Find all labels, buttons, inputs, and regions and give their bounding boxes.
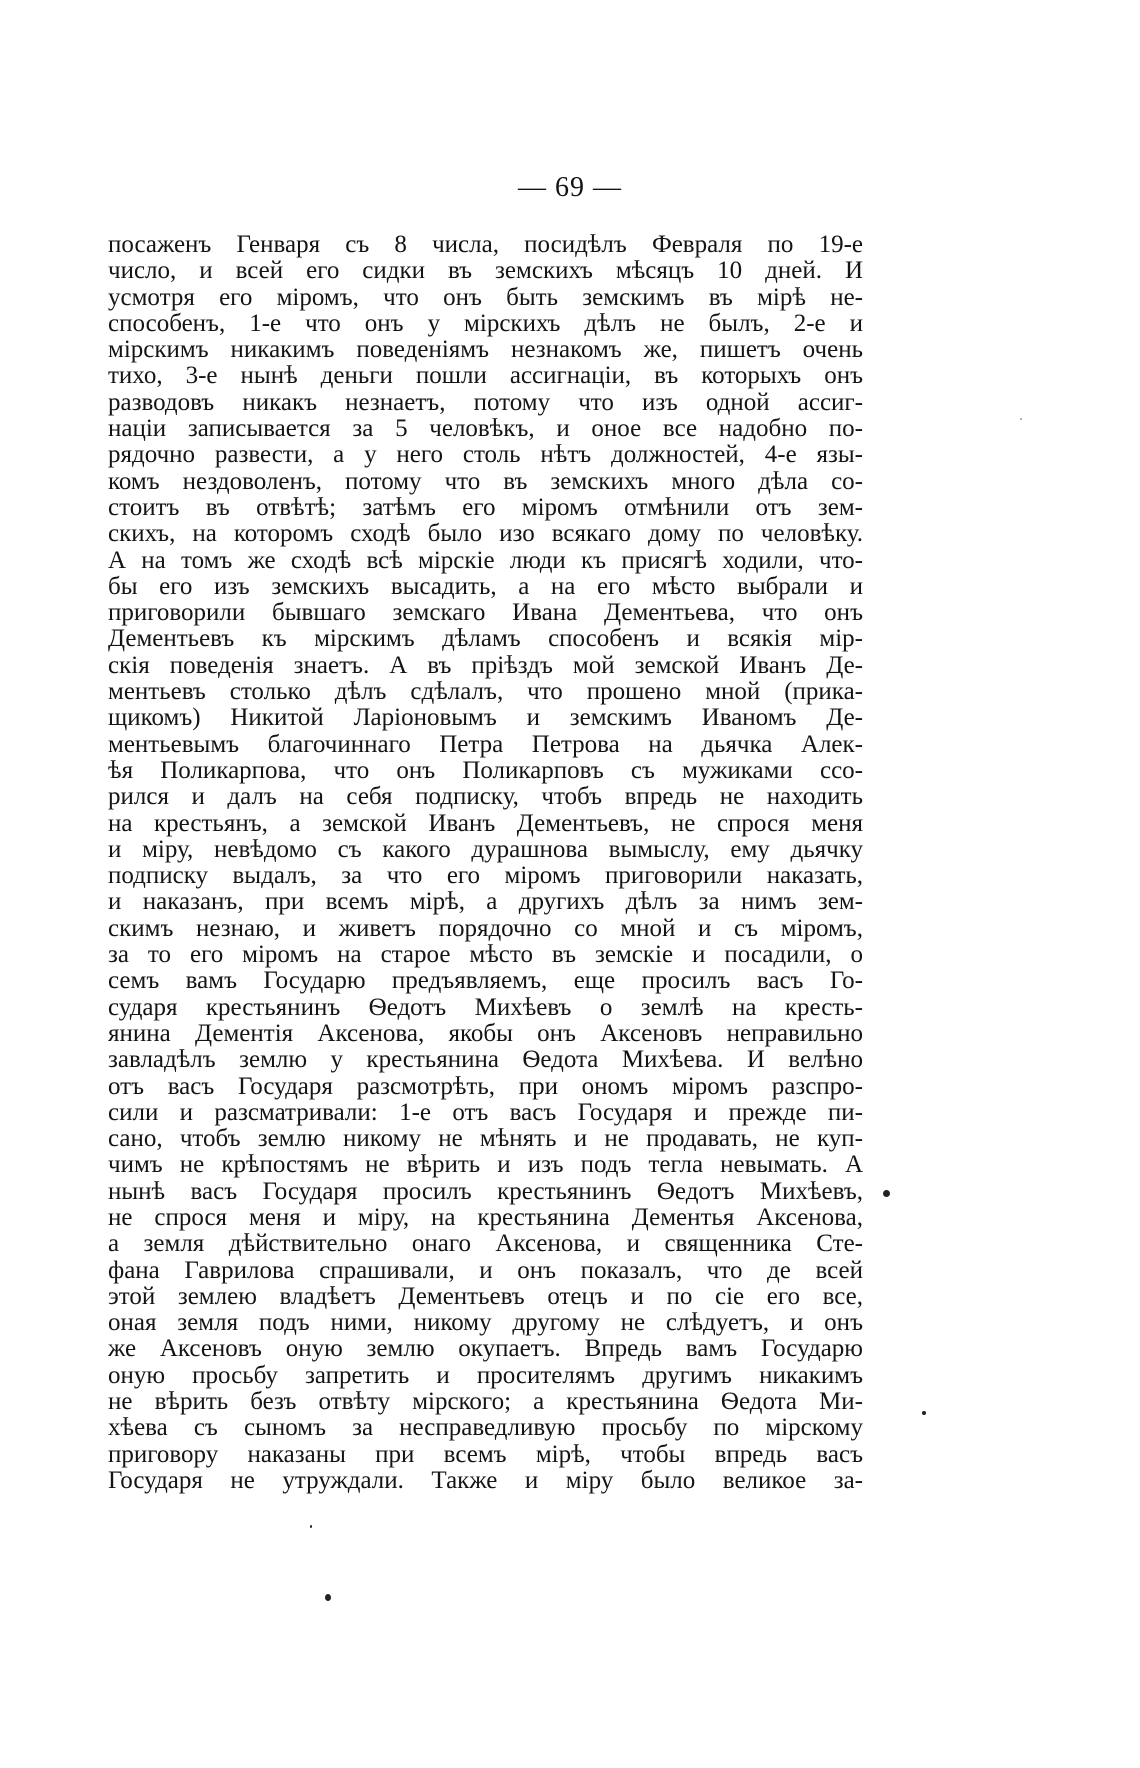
scan-speck — [922, 1411, 926, 1415]
text-line: ѣя Поликарпова, что онъ Поликарповъ съ мужиками ссо- — [108, 756, 863, 784]
text-line: бы его изъ земскихъ высадить, а на его мѣсто выбрали и — [108, 572, 863, 600]
page-number: — 69 — — [518, 172, 622, 203]
text-line: разводовъ никакъ незнаетъ, потому что изъ одной ассиг- — [108, 388, 863, 416]
text-line: Дементьевъ къ мірскимъ дѣламъ способенъ и всякія мір- — [108, 625, 863, 653]
text-line: усмотря его міромъ, что онъ быть земскимъ въ мірѣ не- — [108, 283, 863, 311]
text-line: комъ нездоволенъ, потому что въ земскихъ много дѣла со- — [108, 467, 863, 495]
text-line: же Аксеновъ оную землю окупаетъ. Впредь вамъ Государю — [108, 1335, 863, 1363]
text-line: способенъ, 1-е что онъ у мірскихъ дѣлъ не былъ, 2-е и — [108, 309, 863, 337]
text-line: а земля дѣйствительно онаго Аксенова, и священника Сте- — [108, 1230, 863, 1258]
text-line: А на томъ же сходѣ всѣ мірскіе люди къ присягѣ ходили, что- — [108, 546, 863, 574]
text-line: оную просьбу запретить и просителямъ другимъ никакимъ — [108, 1361, 863, 1389]
text-line: янина Дементія Аксенова, якобы онъ Аксеновъ неправильно — [108, 1019, 863, 1047]
text-line: чимъ не крѣпостямъ не вѣрить и изъ подъ тегла невымать. А — [108, 1151, 863, 1179]
text-line: и наказанъ, при всемъ мірѣ, а другихъ дѣлъ за нимъ зем- — [108, 888, 863, 916]
text-line: Государя не утруждали. Также и міру было великое за- — [108, 1466, 863, 1494]
text-line: не спрося меня и міру, на крестьянина Дементья Аксенова, — [108, 1203, 863, 1231]
text-line: оная земля подъ ними, никому другому не слѣдуетъ, и онъ — [108, 1309, 863, 1337]
scan-speck — [883, 1190, 890, 1197]
text-line: завладѣлъ землю у крестьянина Ѳедота Михѣева. И велѣно — [108, 1046, 863, 1074]
text-line: и міру, невѣдомо съ какого дурашнова вымыслу, ему дьячку — [108, 835, 863, 863]
text-line: націи записывается за 5 человѣкъ, и оное все надобно по- — [108, 415, 863, 443]
text-line: хѣева съ сыномъ за несправедливую просьбу по мірскому — [108, 1414, 863, 1442]
scan-speck — [310, 1525, 312, 1528]
text-line: скимъ незнаю, и живетъ порядочно со мной и съ міромъ, — [108, 914, 863, 942]
scan-speck — [1020, 418, 1022, 420]
text-line: стоитъ въ отвѣтѣ; затѣмъ его міромъ отмѣнили отъ зем- — [108, 493, 863, 521]
text-line: этой землею владѣетъ Дементьевъ отецъ и по сіе его все, — [108, 1282, 863, 1310]
text-line: подписку выдалъ, за что его міромъ приговорили наказать, — [108, 862, 863, 890]
body-text — [108, 232, 863, 1494]
text-line: приговорили бывшаго земскаго Ивана Дементьева, что онъ — [108, 599, 863, 627]
text-line: щикомъ) Никитой Ларіоновымъ и земскимъ Иваномъ Де- — [108, 704, 863, 732]
text-line: семъ вамъ Государю предъявляемъ, еще просилъ васъ Го- — [108, 967, 863, 995]
text-line: мірскимъ никакимъ поведеніямъ незнакомъ же, пишетъ очень — [108, 336, 863, 364]
text-line: тихо, 3-е нынѣ деньги пошли ассигнаціи, въ которыхъ онъ — [108, 362, 863, 390]
text-line: на крестьянъ, а земской Иванъ Дементьевъ, не спрося меня — [108, 809, 863, 837]
text-line: рядочно развести, а у него столь нѣтъ должностей, 4-е язы- — [108, 441, 863, 469]
text-line: за то его міромъ на старое мѣсто въ земскіе и посадили, о — [108, 941, 863, 969]
text-line: число, и всей его сидки въ земскихъ мѣсяцъ 10 дней. И — [108, 257, 863, 285]
text-line: ментьевымъ благочиннаго Петра Петрова на дьячка Алек- — [108, 730, 863, 758]
text-line: приговору наказаны при всемъ мірѣ, чтобы впредь васъ — [108, 1440, 863, 1468]
text-line: сано, чтобъ землю никому не мѣнять и не продавать, не куп- — [108, 1125, 863, 1153]
text-line: не вѣрить безъ отвѣту мірского; а крестьянина Ѳедота Ми- — [108, 1388, 863, 1416]
text-line: скихъ, на которомъ сходѣ было изо всякаго дому по человѣку. — [108, 520, 863, 548]
text-line: рился и далъ на себя подписку, чтобъ впредь не находить — [108, 783, 863, 811]
text-line: нынѣ васъ Государя просилъ крестьянинъ Ѳедотъ Михѣевъ, — [108, 1177, 863, 1205]
text-line: отъ васъ Государя разсмотрѣть, при ономъ міромъ разспро- — [108, 1072, 863, 1100]
text-line: сили и разсматривали: 1-е отъ васъ Государя и прежде пи- — [108, 1098, 863, 1126]
text-line: скія поведенія знаетъ. А въ пріѣздъ мой земской Иванъ Де- — [108, 651, 863, 679]
text-line: посаженъ Генваря съ 8 числа, посидѣлъ Февраля по 19-е — [108, 231, 863, 258]
text-line: сударя крестьянинъ Ѳедотъ Михѣевъ о землѣ на кресть- — [108, 993, 863, 1021]
text-line: ментьевъ столько дѣлъ сдѣлалъ, что прошено мной (прика- — [108, 678, 863, 706]
text-line: фана Гаврилова спрашивали, и онъ показалъ, что де всей — [108, 1256, 863, 1284]
scan-speck — [325, 1594, 331, 1601]
